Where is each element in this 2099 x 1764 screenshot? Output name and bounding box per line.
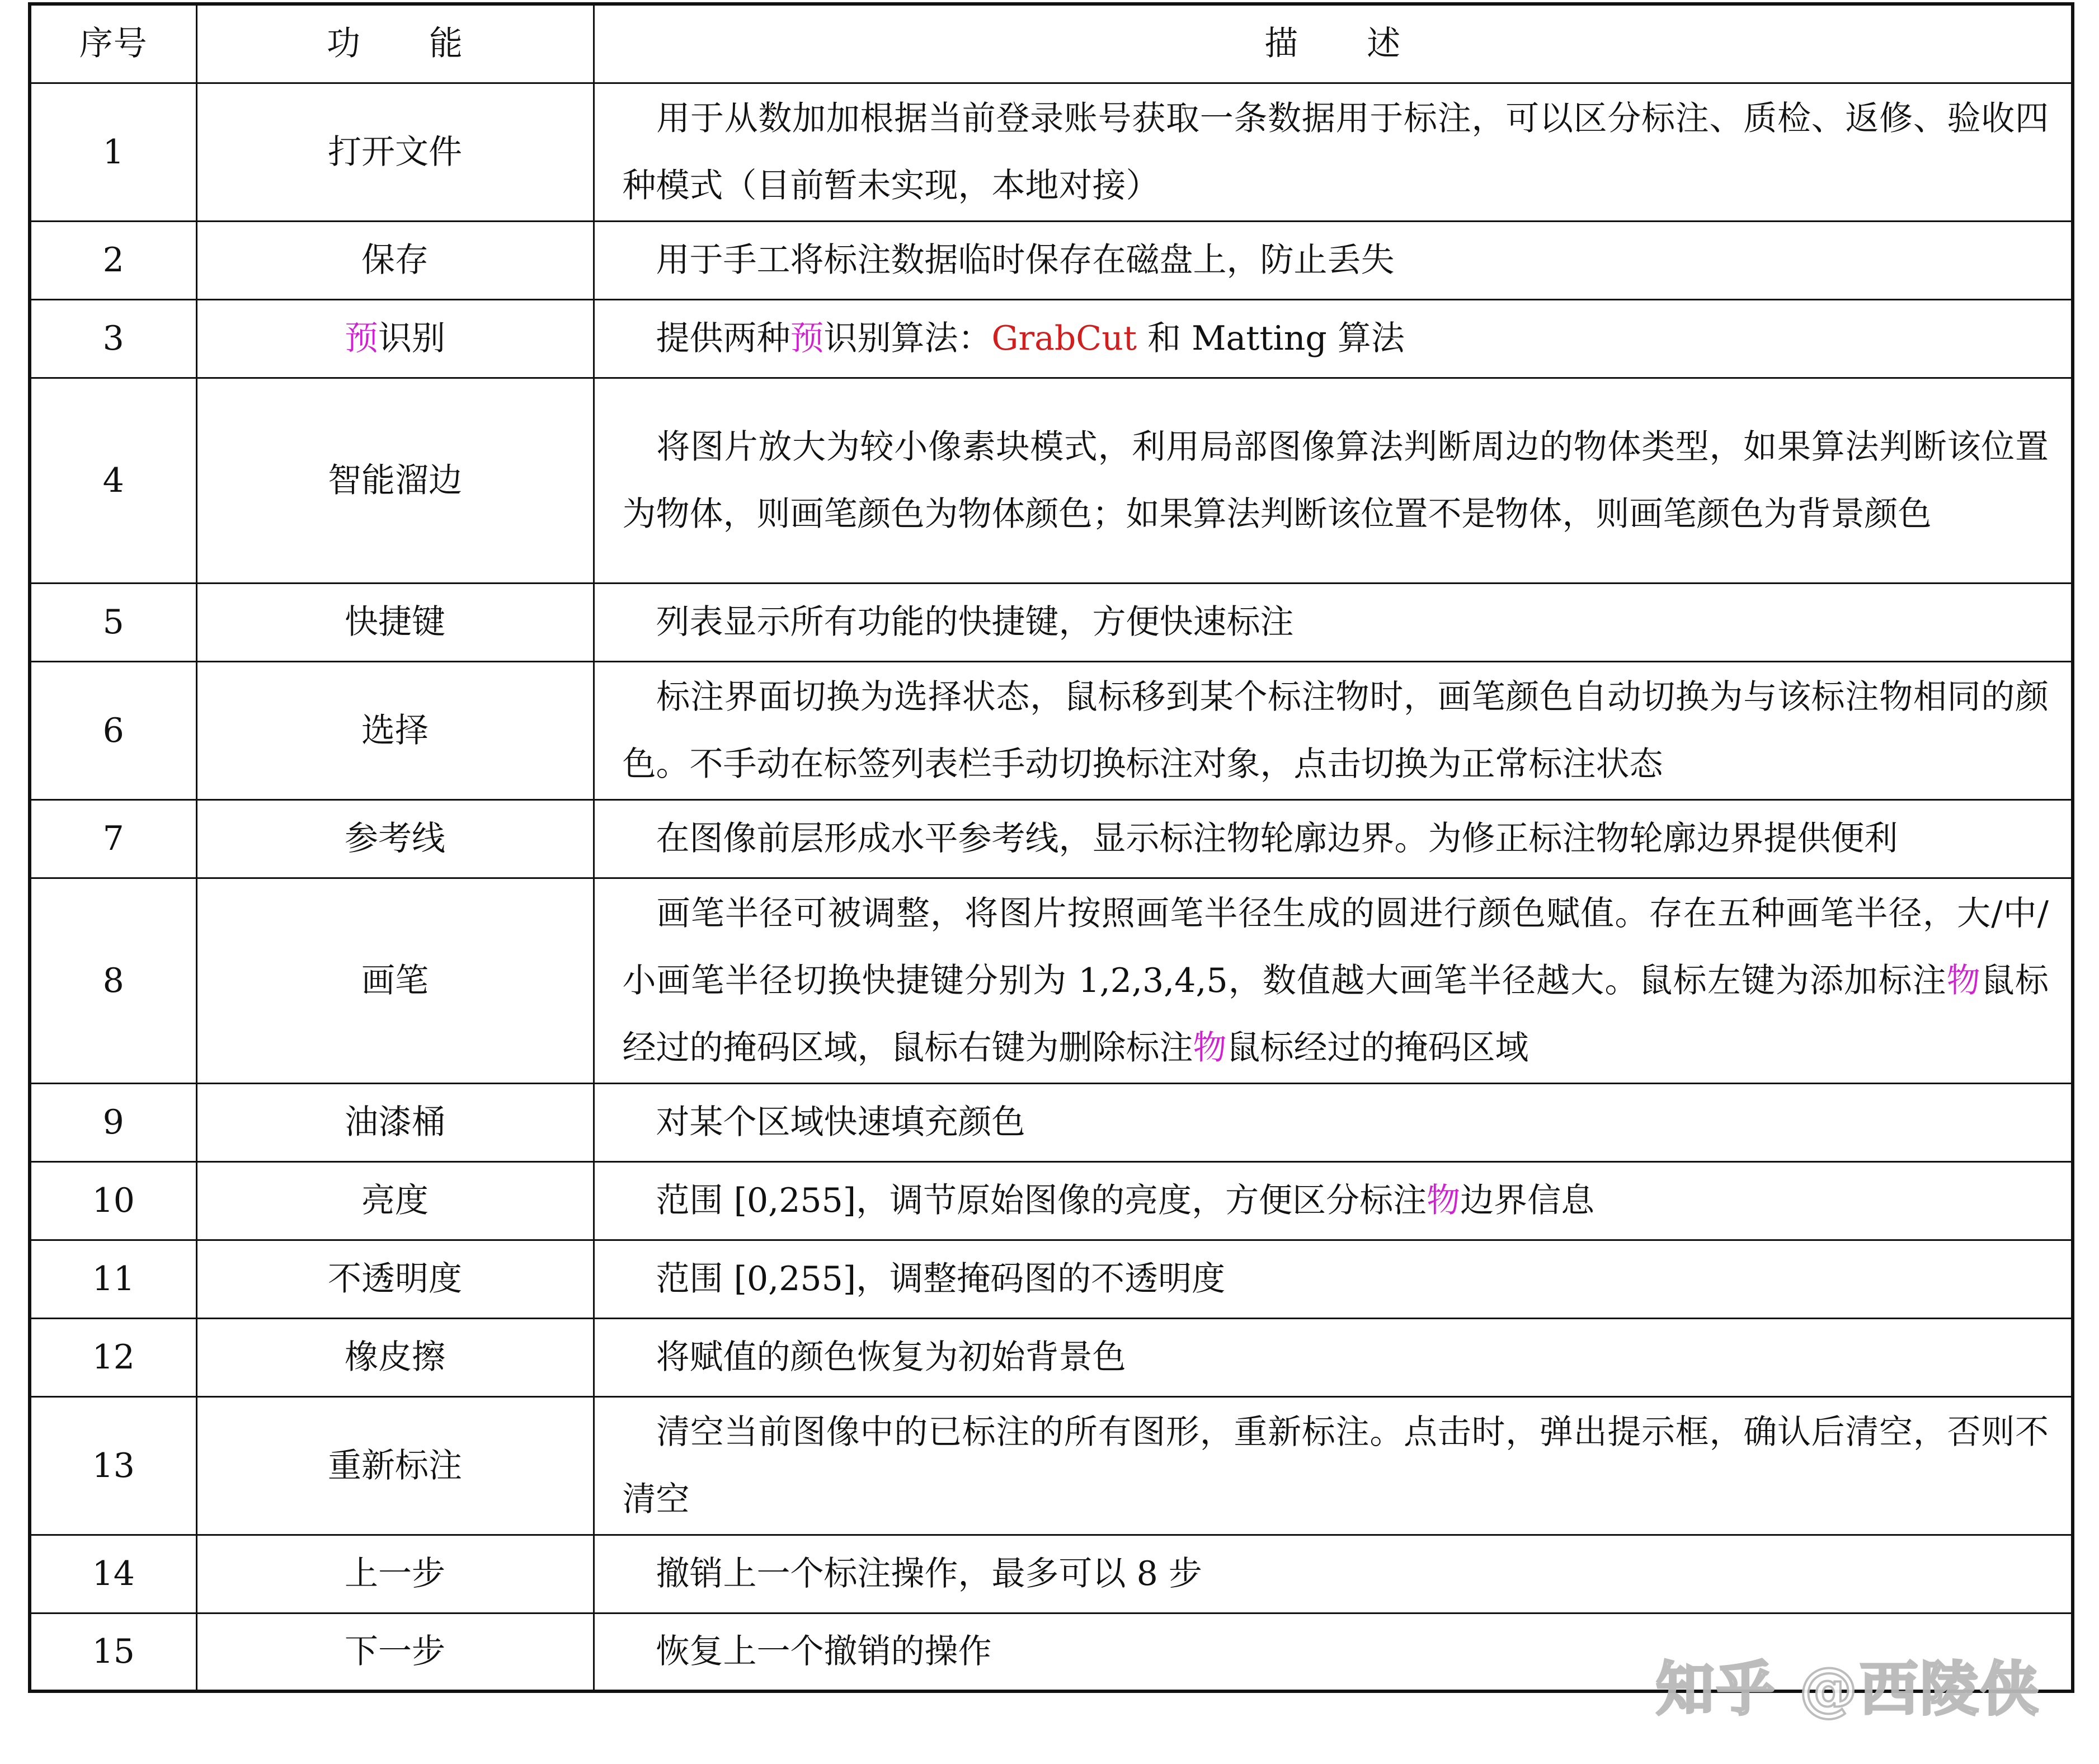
row-function <box>196 1396 594 1535</box>
cell-text: 提供两种 <box>656 319 790 358</box>
row-description <box>594 1535 2073 1613</box>
cell-text: 上一步 <box>345 1554 445 1593</box>
row-function <box>196 1318 594 1396</box>
cell-text: 将赋值的颜色恢复为初始背景色 <box>656 1338 1126 1377</box>
highlight-text: GrabCut <box>991 319 1137 358</box>
feature-table <box>28 2 2074 1693</box>
cell-text: 选择 <box>361 711 429 750</box>
cell-text: 油漆桶 <box>345 1103 445 1142</box>
header-row <box>30 4 2073 83</box>
header-description: 描 述 <box>594 4 2073 83</box>
cell-text: 将图片放大为较小像素块模式，利用局部图像算法判断周边的物体类型，如果算法判断该位置为物体，则画笔颜色为物体颜色；如果算法判断该位置不是物体，则画笔颜色为背景颜色 <box>622 427 2049 534</box>
row-description <box>594 1396 2073 1535</box>
table-body <box>30 83 2073 1691</box>
table-row <box>30 583 2073 661</box>
table-header <box>30 4 2073 83</box>
cell-text: 重新标注 <box>328 1446 462 1485</box>
row-number: 15 <box>30 1613 196 1691</box>
highlight-text: 物 <box>1427 1181 1461 1220</box>
cell-text: 快捷键 <box>345 603 445 642</box>
row-description <box>594 299 2073 378</box>
row-function <box>196 299 594 378</box>
row-function <box>196 878 594 1083</box>
row-function <box>196 1613 594 1691</box>
table-row <box>30 799 2073 878</box>
row-number: 5 <box>30 583 196 661</box>
cell-text: 列表显示所有功能的快捷键，方便快速标注 <box>656 603 1294 642</box>
row-number: 12 <box>30 1318 196 1396</box>
table-row <box>30 661 2073 799</box>
cell-text: 对某个区域快速填充颜色 <box>656 1103 1025 1142</box>
highlight-text: 预 <box>790 319 824 358</box>
row-function <box>196 799 594 878</box>
row-number: 9 <box>30 1083 196 1161</box>
table-row <box>30 83 2073 221</box>
row-number: 8 <box>30 878 196 1083</box>
header-function: 功 能 <box>196 4 594 83</box>
cell-text: 和 Matting 算法 <box>1136 319 1405 358</box>
table-row <box>30 878 2073 1083</box>
row-description <box>594 878 2073 1083</box>
cell-text: 参考线 <box>345 819 445 858</box>
row-description <box>594 83 2073 221</box>
cell-text: 边界信息 <box>1460 1181 1595 1220</box>
watermark: 知乎 @西陵侠 <box>1656 1655 2041 1723</box>
row-function <box>196 83 594 221</box>
row-number: 4 <box>30 378 196 583</box>
row-description <box>594 378 2073 583</box>
highlight-text: 物 <box>1946 961 1981 1000</box>
row-number: 6 <box>30 661 196 799</box>
cell-text: 用于从数加加根据当前登录账号获取一条数据用于标注，可以区分标注、质检、返修、验收四种模式（目前暂未实现，本地对接） <box>622 98 2049 205</box>
row-description <box>594 1161 2073 1240</box>
row-function <box>196 583 594 661</box>
row-number: 13 <box>30 1396 196 1535</box>
row-description <box>594 1318 2073 1396</box>
row-function <box>196 1161 594 1240</box>
row-function <box>196 221 594 299</box>
row-function <box>196 661 594 799</box>
cell-text: 保存 <box>361 241 429 280</box>
table-row <box>30 221 2073 299</box>
row-description <box>594 799 2073 878</box>
cell-text: 画笔半径可被调整，将图片按照画笔半径生成的圆进行颜色赋值。存在五种画笔半径，大/中/小画笔半径切换快捷键分别为 1,2,3,4,5，数值越大画笔半径越大。鼠标左键为添加标注 <box>622 893 2049 1000</box>
cell-text: 恢复上一个撤销的操作 <box>656 1632 992 1672</box>
header-no: 序号 <box>30 4 196 83</box>
highlight-text: 物 <box>1193 1028 1227 1067</box>
row-function <box>196 1535 594 1613</box>
highlight-text: 预 <box>345 319 378 358</box>
table-row <box>30 378 2073 583</box>
row-function <box>196 1083 594 1161</box>
row-function <box>196 1240 594 1318</box>
cell-text: 范围 [0,255]，调整掩码图的不透明度 <box>656 1259 1226 1299</box>
table-row <box>30 1396 2073 1535</box>
row-description <box>594 583 2073 661</box>
row-number: 3 <box>30 299 196 378</box>
cell-text: 识别 <box>378 319 445 358</box>
row-description <box>594 221 2073 299</box>
cell-text: 范围 [0,255]，调节原始图像的亮度，方便区分标注 <box>656 1181 1427 1220</box>
row-number: 7 <box>30 799 196 878</box>
row-number: 10 <box>30 1161 196 1240</box>
cell-text: 在图像前层形成水平参考线，显示标注物轮廓边界。为修正标注物轮廓边界提供便利 <box>656 819 1898 858</box>
row-function <box>196 378 594 583</box>
cell-text: 画笔 <box>361 961 429 1000</box>
cell-text: 鼠标经过的掩码区域 <box>1226 1028 1529 1067</box>
cell-text: 橡皮擦 <box>345 1338 445 1377</box>
row-number: 14 <box>30 1535 196 1613</box>
cell-text: 智能溜边 <box>328 460 462 500</box>
row-description <box>594 1240 2073 1318</box>
table-row <box>30 299 2073 378</box>
cell-text: 撤销上一个标注操作，最多可以 8 步 <box>656 1554 1202 1593</box>
cell-text: 下一步 <box>345 1632 445 1672</box>
table-row <box>30 1535 2073 1613</box>
row-number: 11 <box>30 1240 196 1318</box>
cell-text: 识别算法： <box>823 319 992 358</box>
cell-text: 标注界面切换为选择状态，鼠标移到某个标注物时，画笔颜色自动切换为与该标注物相同的颜色。不手动在标签列表栏手动切换标注对象，点击切换为正常标注状态 <box>622 677 2049 784</box>
cell-text: 不透明度 <box>328 1259 462 1299</box>
table-row <box>30 1318 2073 1396</box>
table-row <box>30 1161 2073 1240</box>
cell-text: 用于手工将标注数据临时保存在磁盘上，防止丢失 <box>656 241 1395 280</box>
row-number: 2 <box>30 221 196 299</box>
cell-text: 打开文件 <box>328 132 462 172</box>
cell-text: 鼠标经过的掩码区域，鼠标右键为删除标注 <box>622 961 2049 1067</box>
row-number: 1 <box>30 83 196 221</box>
table-row <box>30 1083 2073 1161</box>
cell-text: 亮度 <box>361 1181 429 1220</box>
row-description <box>594 661 2073 799</box>
row-description <box>594 1083 2073 1161</box>
table-row <box>30 1240 2073 1318</box>
cell-text: 清空当前图像中的已标注的所有图形，重新标注。点击时，弹出提示框，确认后清空，否则不清空 <box>622 1412 2049 1519</box>
